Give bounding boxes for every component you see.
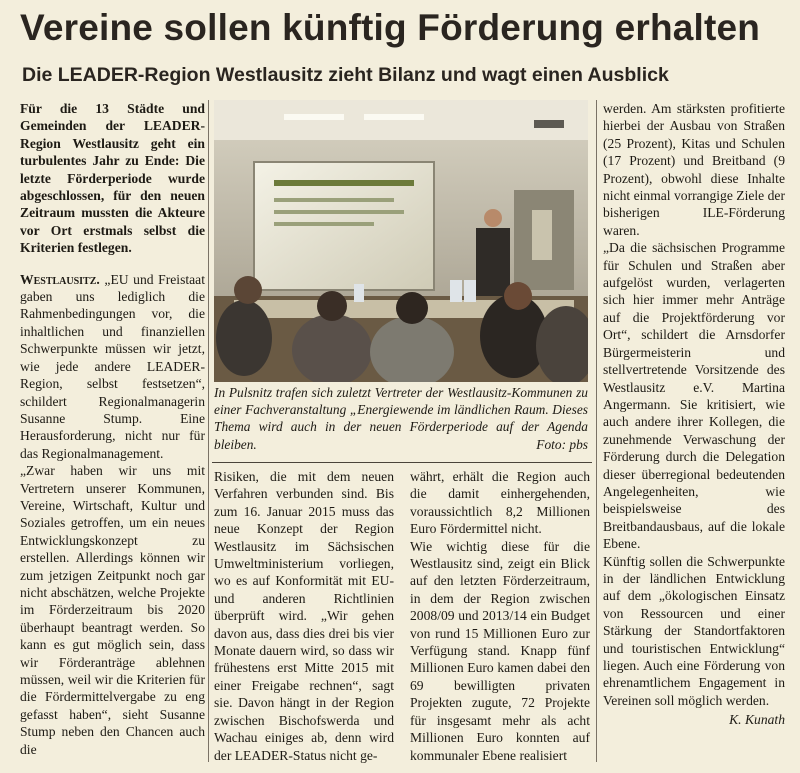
column-1 — [20, 100, 205, 758]
caption-text: In Pulsnitz trafen sich zuletzt Vertreter der Westlausitz-Kommunen zu einer Fachveranstaltung „Energiewende im ländlichen Raum. Dieses Thema wird auch in der neuen Förderperiode auf der Agenda bleiben. — [214, 385, 588, 452]
body-paragraph — [20, 271, 205, 462]
body-paragraph: „Da die sächsischen Programme für Schulen und Straßen aber aufgelöst wurden, verlagerten sich hier immer mehr Anträge auf die Projektförderung vor Ort“, schildert die Arnsdorfer Bürgermeisterin und stellvertretende Vorsitzende des Westlausitz e.V. Martina Angermann. Sie kritisiert, wie auch andere ihrer Kollegen, die zunehmende Verwaschung der Förderung durch die Delegation dieser überregional bedeutenden Angelegenheiten, wie beispielsweise des Breitbandausbaus, auf die lokale Ebene. — [603, 240, 785, 552]
body-paragraph: währt, erhält die Region auch die damit einhergehenden, voraussichtlich 8,2 Millionen Euro Fördermittel nicht. — [410, 469, 590, 537]
body-paragraph: Künftig sollen die Schwerpunkte in der ländlichen Entwicklung auf dem „ökologischen Einsatz von Ressourcen und einer Stärkung der Standortfaktoren und touristischen Entwicklung“ liegen. Auch eine Förderung von ehrenamtlichem Engagement in Vereinen soll möglich werden. — [603, 553, 785, 708]
column-divider — [596, 100, 597, 762]
dateline: Westlausitz. — [20, 271, 100, 287]
body-paragraph: „Zwar haben wir uns mit Vertretern unserer Kommunen, Vereine, Wirtschaft, Kultur und Soziales getroffen, um ein neues Entwicklungskonzept zu erstellen. Allerdings können wir zum jetzigen Zeitpunkt noch gar nicht abschätzen, welche Projekte im Förderzeitraum bis 2020 überhaupt beantragt werden. So kann es gut möglich sein, dass wir Förderanträge ablehnen müssen, weil wir die Kriterien für die Fördermittelvergabe zu eng gefasst haben“, sieht Susanne Stump neben den Chancen auch die — [20, 463, 205, 757]
body-text: „EU und Freistaat gaben uns lediglich die Rahmenbedingungen vor, die inhaltlichen und finanziellen Schwerpunkte müssen wir jetzt, wie jede andere LEADER-Region, selbst festsetzen“, schildert Regionalmanagerin Susanne Stump. Eine Herausforderung, nicht nur für das Regionalmanagement. — [20, 271, 205, 461]
article-photo — [214, 100, 588, 382]
lead-paragraph: Für die 13 Städte und Gemeinden der LEADER-Region Westlausitz geht ein turbulentes Jahr zu Ende: Die letzte Förderperiode wurde abgeschlossen, für den neuen Zeitraum mussten die Akteure vor Ort erstmals selbst die Kriterien festlegen. — [20, 101, 205, 256]
author-byline: K. Kunath — [729, 712, 785, 728]
column-2 — [214, 468, 394, 764]
body-paragraph: Wie wichtig diese für die Westlausitz sind, zeigt ein Blick auf den letzten Förderzeitraum, in dem der Region zwischen 2008/09 und 2013/14 ein Budget von rund 15 Millionen Euro zur Verfügung stand. Knapp fünf Millionen Euro kamen dabei den 69 bewilligten privaten Projekten zugute, 72 Projekte für insgesamt mehr als acht Millionen Euro konnten auf kommunaler Ebene realisiert — [410, 538, 590, 763]
article-headline: Vereine sollen künftig Förderung erhalten — [20, 7, 761, 48]
article-subheadline: Die LEADER-Region Westlausitz zieht Bilanz und wagt einen Ausblick — [22, 64, 669, 86]
photo-caption — [214, 384, 588, 453]
conference-room-image — [214, 100, 588, 382]
body-paragraph: werden. Am stärksten profitierte hierbei der Ausbau von Straßen (25 Prozent), Kitas und Schulen (17 Prozent) und Breitband (9 Prozent), obwohl diese Inhalte nicht einmal vorrangige Ziele der bisherigen ILE-Förderung waren. — [603, 101, 785, 238]
column-divider — [208, 100, 209, 762]
column-4 — [603, 100, 785, 729]
body-paragraph: Risiken, die mit dem neuen Verfahren verbunden sind. Bis zum 16. Januar 2015 muss das neue Konzept der Region Westlausitz im Sächsischen Umweltministerium vorliegen, wo es auf Konformität mit EU- und anderen Richtlinien überprüft wird. „Wir gehen davon aus, dass dies drei bis vier Monate dauern wird, so dass wir frühestens erst Mitte 2015 mit einer Freigabe rechnen“, sagt sie. Davon hängt in der Region zwischen Bischofswerda und Wachau einiges ab, denn wird der LEADER-Status nicht ge- — [214, 469, 394, 763]
column-3 — [410, 468, 590, 764]
photo-credit: Foto: pbs — [536, 436, 588, 452]
caption-rule — [212, 462, 592, 463]
